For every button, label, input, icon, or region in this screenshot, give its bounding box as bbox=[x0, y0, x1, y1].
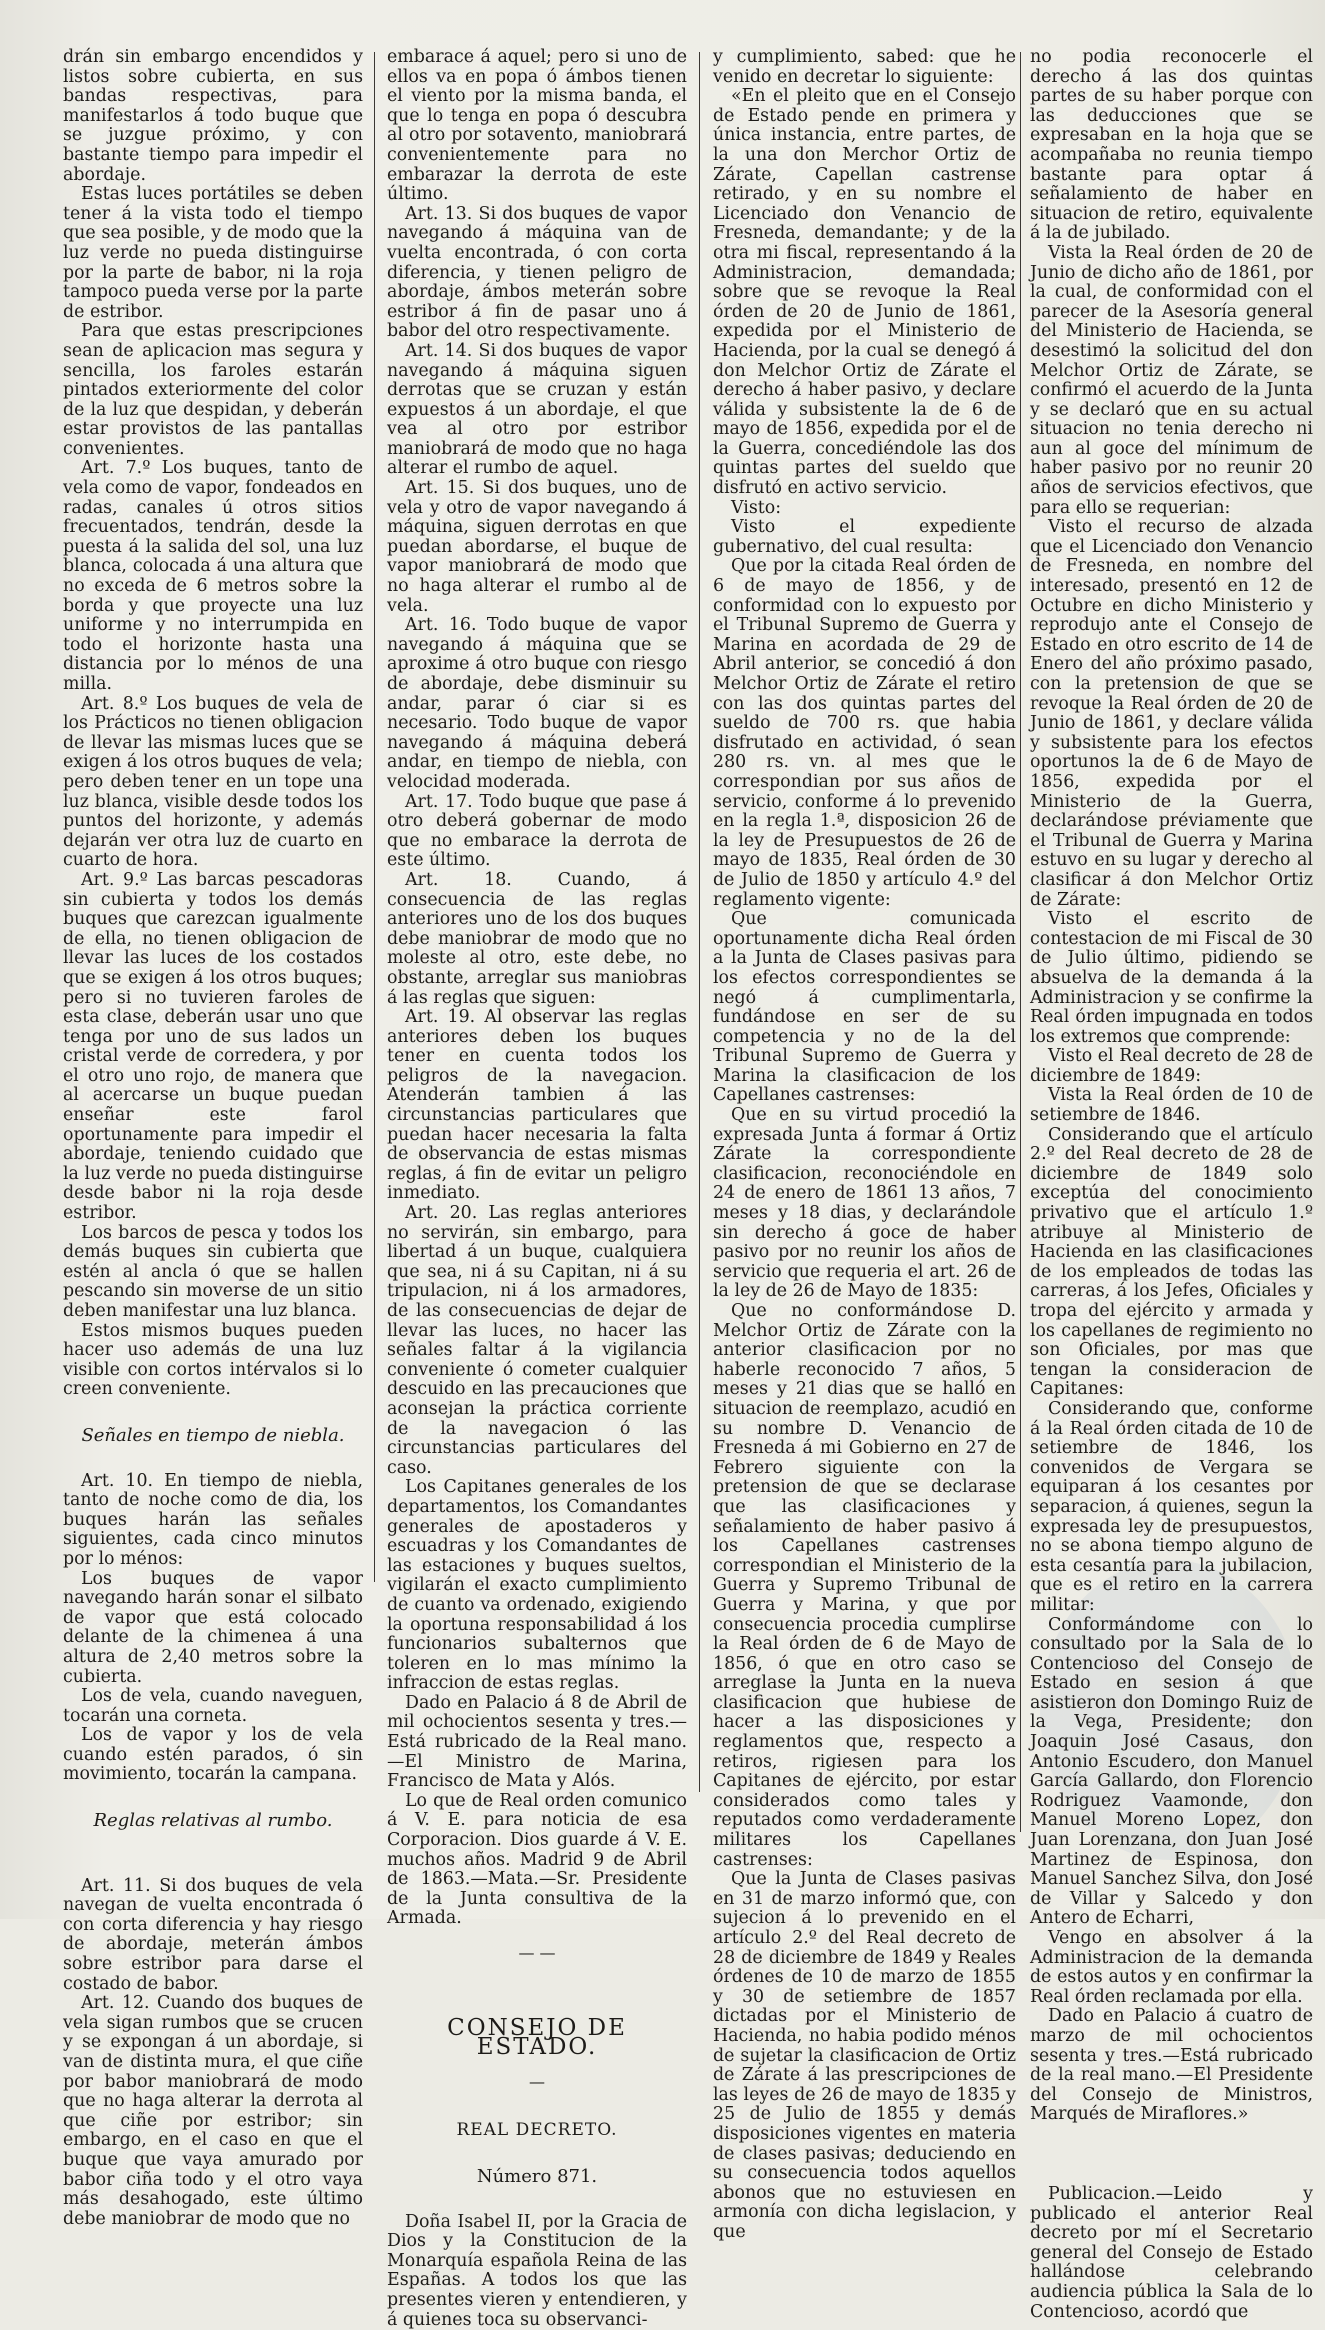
paragraph: Art. 14. Si dos buques de vapor navegando á máquina siguen derrotas que se cruzan y están expuestos á un abordaje, el que vea al otro por estribor maniobrará de modo que no haga alterar el rumbo de aquel. bbox=[387, 340, 687, 479]
paragraph: Lo que de Real orden comunico á V. E. para noticia de esa Corporacion. Dios guarde á V. E. muchos años. Madrid 9 de Abril de 1863.—Mata.—Sr. Presidente de la Junta consultiva de la Armada. bbox=[387, 1790, 687, 1929]
paragraph: Visto: bbox=[731, 497, 782, 518]
paragraph: Visto el recurso de alzada que el Licenciado don Venancio de Fresneda, en nombre del interesado, presentó en 12 de Octubre en dicho Ministerio y reprodujo ante el Consejo de Estado en otro escrito de 14 de Enero del año próximo pasado, con la pretension de que se revoque la Real órden de 20 de Junio de 1861, y declare válida y subsistente para los efectos oportunos la de 6 de Mayo de 1856, expedida por el Ministerio de la Guerra, declarándose préviamente que el Tribunal de Guerra y Marina estuvo en su lugar y derecho al clasificar á don Melchor Ortiz de Zárate: bbox=[1030, 517, 1313, 910]
paragraph: Que en su virtud procedió la expresada Junta á formar á Ortiz Zárate la correspondiente clasificacion, reconociéndole en 24 de enero de 1861 13 años, 7 meses y 18 dias, y declarándole sin derecho á goce de haber pasivo por no reunir los años de servicio que requeria el art. 26 de la ley de 26 de Mayo de 1835: bbox=[713, 1105, 1016, 1302]
paragraph: no podia reconocerle el derecho á las dos quintas partes de su haber porque con las deducciones que se expresaban en la hoja que se acompañaba no reunia tiempo bastante para optar á señalamiento de haber en situacion de retiro, equivalente á la de jubilado. bbox=[1030, 47, 1313, 244]
paragraph: Los de vapor y los de vela cuando estén parados, ó sin movimiento, tocarán la campana. bbox=[63, 1725, 363, 1785]
paragraph: Los buques de vapor navegando harán sonar el silbato de vapor que está colocado delante de la chimenea á una altura de 2,40 metros sobre la cubierta. bbox=[63, 1568, 363, 1687]
paragraph: Que la Junta de Clases pasivas en 31 de marzo informó que, con sujecion á lo prevenido en el artículo 2.º del Real decreto de 28 de diciembre de 1849 y Reales órdenes de 10 de marzo de 1855 y 30 de setiembre de 1857 dictadas por el Ministerio de Hacienda, no habia podido ménos de sujetar la clasificacion de Ortiz de Zárate á las prescripciones de las leyes de 26 de mayo de 1835 y 25 de Julio de 1855 y demás disposiciones vigentes en materia de clases pasivas; deduciendo en su consecuencia todos aquellos abonos que no estuviesen en armonía con dicha legislacion, y que bbox=[713, 1869, 1016, 2242]
paragraph: Para que estas prescripciones sean de aplicacion mas segura y sencilla, los faroles estarán pintados exteriormente del color de la luz que despidan, y deberán estar provistos de las pantallas convenientes. bbox=[63, 321, 363, 459]
paragraph: Art. 8.º Los buques de vela de los Prácticos no tienen obligacion de llevar las mismas luces que se exigen á los otros buques de vela; pero deben tener en un tope una luz blanca, visible desde todos los puntos del horizonte, y además dejarán ver otra luz de cuarto en cuarto de hora. bbox=[63, 693, 363, 871]
paragraph: Art. 13. Si dos buques de vapor navegando á máquina van de vuelta encontrada, ó con corta diferencia, y tienen peligro de abordaje, ámbos meterán sobre estribor á fin de pasar uno á babor del otro respectivamente. bbox=[387, 203, 687, 342]
paragraph: Los de vela, cuando naveguen, tocarán una corneta. bbox=[63, 1686, 363, 1726]
separator: — — bbox=[518, 1943, 556, 1962]
paragraph: Visto el Real decreto de 28 de diciembre de 1849: bbox=[1030, 1046, 1313, 1086]
column-1 bbox=[63, 47, 363, 2229]
paragraph: y cumplimiento, sabed: que he venido en decretar lo siguiente: bbox=[713, 47, 1016, 87]
paragraph: Art. 18. Cuando, á consecuencia de las reglas anteriores uno de los dos buques debe maniobrar de modo que no moleste al otro, este debe, no obstante, arreglar sus maniobras á las reglas que siguen: bbox=[387, 869, 687, 1008]
paragraph: Art. 20. Las reglas anteriores no servirán, sin embargo, para libertad á un buque, cualquiera que sea, ni á su Capitan, ni á su tripulacion, ni á los armadores, de las consecuencias de dejar de llevar las luces, no hacer las señales faltar á la vigilancia conveniente ó cometer cualquier descuido en las precauciones que aconsejan la práctica corriente de la navegacion ó las circunstancias particulares del caso. bbox=[387, 1203, 687, 1478]
paragraph: Estas luces portátiles se deben tener á la vista todo el tiempo que sea posible, y de modo que la luz verde no pueda distinguirse por la parte de babor, ni la roja tampoco pueda verse por la parte de estribor. bbox=[63, 184, 363, 322]
paragraph: Dado en Palacio á 8 de Abril de mil ochocientos sesenta y tres.—Está rubricado de la Real mano.—El Ministro de Marina, Francisco de Mata y Alós. bbox=[387, 1692, 687, 1792]
column-4 bbox=[1030, 47, 1313, 2322]
decree-number: Número 871. bbox=[476, 2165, 598, 2187]
paragraph: Art. 17. Todo buque que pase á otro deberá gobernar de modo que no embarace la derrota de este último. bbox=[387, 791, 687, 871]
real-decreto-heading: REAL DECRETO. bbox=[456, 2120, 618, 2141]
paragraph: Art. 12. Cuando dos buques de vela sigan rumbos que se crucen y se expongan á un abordaje, si van de distinta mura, el que ciñe por babor maniobrará de modo que no haga alterar la derrota al que ciñe por estribor; sin embargo, en el caso en que el buque que vaya amurado por babor ciña todo y el otro vaya más desahogado, este último debe maniobrar de modo que no bbox=[63, 1993, 363, 2229]
paragraph: Vista la Real órden de 20 de Junio de dicho año de 1861, por la cual, de conformidad con el parecer de la Asesoría general del Ministerio de Hacienda, se desestimó la solicitud del don Melchor Ortiz de Zárate, se confirmó el acuerdo de la Junta y se declaró que en su actual situacion no tenia derecho ni aun al goce del mínimum de haber pasivo por no reunir 20 años de servicios efectivos, que para ello se requerian: bbox=[1030, 242, 1313, 518]
paragraph: Art. 11. Si dos buques de vela navegan de vuelta encontrada ó con corta diferencia y hay riesgo de abordaje, meterán ámbos sobre estribor para darse el costado de babor. bbox=[63, 1875, 363, 1994]
column-rule bbox=[699, 52, 700, 1792]
column-rule bbox=[374, 52, 375, 1582]
paragraph: Vengo en absolver á la Administracion de la demanda de estos autos y en confirmar la Real órden reclamada por ella. bbox=[1030, 1928, 1313, 2007]
paragraph: Art. 15. Si dos buques, uno de vela y otro de vapor navegando á máquina, siguen derrotas en que puedan abordarse, el buque de vapor maniobrará de modo que no haga alterar el rumbo al de vela. bbox=[387, 478, 687, 616]
paragraph: Considerando que, conforme á la Real órden citada de 10 de setiembre de 1846, los convenidos de Vergara se equiparan á los cesantes por separacion, á quienes, segun la expresada ley de presupuestos, no se abona tiempo alguno de esta cesantía para la jubilacion, que es el retiro en la carrera militar: bbox=[1030, 1398, 1313, 1615]
paragraph: Conformándome con lo consultado por la Sala de lo Contencioso del Consejo de Estado en sesion á que asistieron don Domingo Ruiz de la Vega, Presidente; don Joaquin José Casaus, don Antonio Escudero, don Manuel García Gallardo, don Florencio Rodriguez Vaamonde, don Manuel Moreno Lopez, don Juan Lorenzana, don Juan José Martinez de Espinosa, don Manuel Sanchez Silva, don José de Villar y Salcedo y don Antero de Echarri, bbox=[1030, 1614, 1313, 1929]
paragraph: Visto el escrito de contestacion de mi Fiscal de 30 de Julio último, pidiendo se absuelva de la demanda á la Administracion y se confirme la Real órden impugnada en todos los extremos que comprende: bbox=[1030, 909, 1313, 1047]
column-rule bbox=[1020, 52, 1021, 1832]
column-3 bbox=[713, 47, 1016, 2242]
paragraph: Art. 10. En tiempo de niebla, tanto de noche como de dia, los buques harán las señales siguientes, cada cinco minutos por lo ménos: bbox=[63, 1470, 363, 1569]
paragraph: Considerando que el artículo 2.º del Real decreto de 28 de diciembre de 1849 solo exceptúa del conocimiento privativo que el artículo 1.º atribuye al Ministerio de Hacienda en las clasificaciones de los empleados de todas las carreras, á los Jefes, Oficiales y tropa del ejército y armada y los capellanes de regimiento no son Oficiales, por mas que tengan la consideracion de Capitanes: bbox=[1030, 1124, 1313, 1400]
section-heading-fog-signals: Señales en tiempo de niebla. bbox=[81, 1424, 345, 1446]
paragraph: «En el pleito que en el Consejo de Estado pende en primera y única instancia, entre partes, de la una don Merchor Ortiz de Zárate, Capellan castrense retirado, y en su nombre el Licenciado don Venancio de Fresneda, demandante; y de la otra mi fiscal, representando á la Administracion, demandada; sobre que se revoque la Real órden de 20 de Junio de 1861, expedida por el Ministerio de Hacienda, por la cual se denegó á don Melchor Ortiz de Zárate el derecho á haber pasivo, y declare válida y subsistente la de 6 de mayo de 1856, expedida por el de la Guerra, concediéndole las dos quintas partes del sueldo que disfrutó en activo servicio. bbox=[713, 86, 1016, 499]
column-2 bbox=[387, 47, 687, 2330]
section-heading-course-rules: Reglas relativas al rumbo. bbox=[93, 1810, 333, 1832]
paragraph: Dado en Palacio á cuatro de marzo de mil ochocientos sesenta y tres.—Está rubricado de la real mano.—El Presidente del Consejo de Ministros, Marqués de Miraflores.» bbox=[1030, 2006, 1313, 2125]
paragraph: Doña Isabel II, por la Gracia de Dios y la Constitucion de la Monarquía española Reina de las Españas. A todos los que las presentes vieren y entendieren, y á quienes toca su observanci- bbox=[387, 2211, 687, 2330]
paragraph: Los barcos de pesca y todos los demás buques sin cubierta que estén al ancla ó que se hallen pescando sin moverse de un sitio deben manifestar una luz blanca. bbox=[63, 1222, 363, 1321]
title-dash: — bbox=[529, 2071, 545, 2091]
paragraph: Art. 19. Al observar las reglas anteriores deben los buques tener en cuenta todos los peligros de la navegacion. Atenderán tambien á las circunstancias particulares que puedan hacer necesaria la falta de observancia de estas mismas reglas, á fin de evitar un peligro inmediato. bbox=[387, 1007, 687, 1204]
paragraph: Que no conformándose D. Melchor Ortiz de Zárate con la anterior clasificacion por no haberle reconocido 7 años, 5 meses y 21 dias que se halló en situacion de reemplazo, acudió en su nombre D. Venancio de Fresneda á mi Gobierno en 27 de Febrero siguiente con la pretension de que se declarase que las clasificaciones y señalamiento de haber pasivo á los Capellanes castrenses correspondian el Ministerio de la Guerra y Supremo Tribunal de Guerra y Marina, y que por consecuencia procedia cumplirse la Real órden de 6 de Mayo de 1856, ó que en otro caso se arreglase la Junta en la nueva clasificacion que hubiese de hacer a las disposiciones y reglamentos que, respecto a retiros, rigiesen para los Capitanes de ejército, por estar considerados como tales y reputados como verdaderamente militares los Capellanes castrenses: bbox=[713, 1301, 1016, 1870]
paragraph: Publicacion.—Leido y publicado el anterior Real decreto por mí el Secretario general del Consejo de Estado hallándose celebrando audiencia pública la Sala de lo Contencioso, acordó que bbox=[1030, 2183, 1313, 2322]
paragraph: Los Capitanes generales de los departamentos, los Comandantes generales de apostaderos y escuadras y los Comandantes de las estaciones y buques sueltos, vigilarán el exacto cumplimiento de cuanto va ordenado, exigiendo la oportuna responsabilidad á los funcionarios subalternos que toleren en lo mas mínimo la infraccion de estas reglas. bbox=[387, 1477, 687, 1694]
paragraph: Que por la citada Real órden de 6 de mayo de 1856, y de conformidad con lo expuesto por el Tribunal Supremo de Guerra y Marina en acordada de 29 de Abril anterior, se concedió á don Melchor Ortiz de Zárate el retiro con las dos quintas partes del sueldo de 700 rs. que habia disfrutado en actividad, ó sean 280 rs. vn. al mes que le correspondian por sus años de servicio, conforme á lo prevenido en la regla 1.ª, disposicion 26 de la ley de Presupuestos de 26 de mayo de 1835, Real órden de 30 de Julio de 1850 y artículo 4.º del reglamento vigente: bbox=[713, 556, 1016, 910]
section-title-consejo: CONSEJO DE ESTADO. bbox=[447, 2014, 627, 2061]
paragraph: Art. 9.º Las barcas pescadoras sin cubierta y todos los demás buques que carezcan igualmente de ella, no tienen obligacion de llevar las luces de los costados que se exigen á los otros buques; pero si no tuvieren faroles de esta clase, deberán usar uno que tenga por uno de sus lados un cristal verde de corredera, y por el otro uno rojo, de manera que al acercarse un buque puedan enseñar este farol oportunamente para impedir el abordaje, teniendo cuidado que la luz verde no pueda distinguirse desde babor ni la roja desde estribor. bbox=[63, 869, 363, 1224]
paragraph: Art. 16. Todo buque de vapor navegando á máquina que se aproxime á otro buque con riesgo de abordaje, debe disminuir su andar, parar ó ciar si es necesario. Todo buque de vapor navegando á máquina deberá andar, en tiempo de niebla, con velocidad moderada. bbox=[387, 615, 687, 792]
paragraph: Art. 7.º Los buques, tanto de vela como de vapor, fondeados en radas, canales ú otros sitios frecuentados, tendrán, desde la puesta á la salida del sol, una luz blanca, colocada á una altura que no exceda de 6 metros sobre la borda y que proyecte una luz uniforme y no interrumpida en todo el horizonte hasta una distancia por lo ménos de una milla. bbox=[63, 458, 363, 694]
paragraph: drán sin embargo encendidos y listos sobre cubierta, en sus bandas respectivas, para manifestarlos á todo buque que se juzgue próximo, y con bastante tiempo para impedir el abordaje. bbox=[63, 47, 363, 185]
paragraph: Vista la Real órden de 10 de setiembre de 1846. bbox=[1030, 1085, 1313, 1126]
paragraph: Estos mismos buques pueden hacer uso además de una luz visible con cortos intérvalos si lo creen conveniente. bbox=[63, 1320, 363, 1400]
paragraph: embarace á aquel; pero si uno de ellos va en popa ó ámbos tienen el viento por la misma banda, el que lo tenga en popa ó descubra al otro por sotavento, maniobrará convenientemente para no embarazar la derrota de este último. bbox=[387, 47, 687, 205]
paragraph: Que comunicada oportunamente dicha Real órden a la Junta de Clases pasivas para los efectos correspondientes se negó á cumplimentarla, fundándose en ser de su competencia y no de la del Tribunal Supremo de Guerra y Marina la clasificacion de los Capellanes castrenses: bbox=[713, 909, 1016, 1106]
paragraph: Visto el expediente gubernativo, del cual resulta: bbox=[713, 517, 1016, 557]
